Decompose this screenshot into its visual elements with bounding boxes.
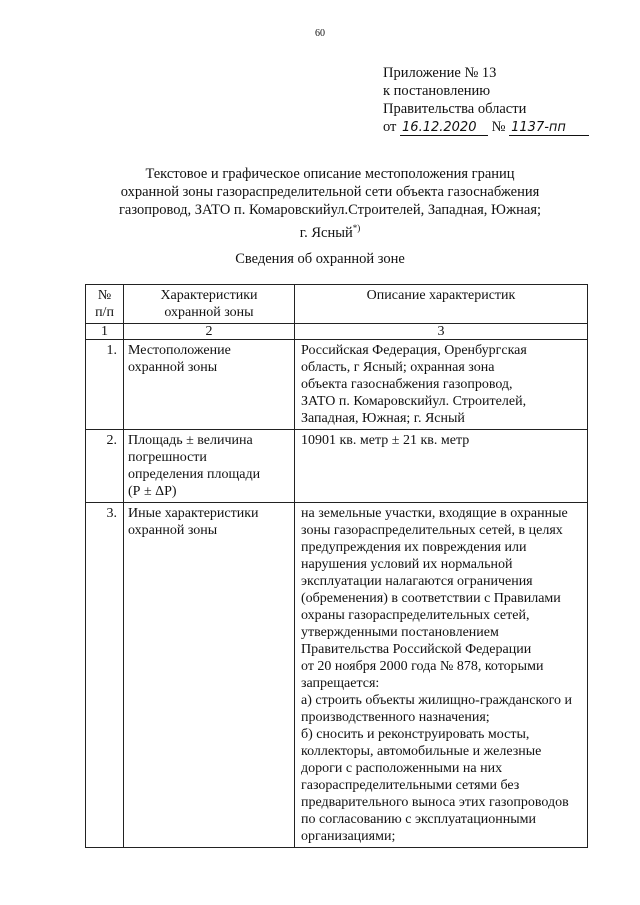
cell-line: ЗАТО п. Комаровскийул. Строителей, [301,394,527,409]
header-characteristic [124,285,295,324]
cell-line: по согласованию с эксплуатационными [301,812,536,827]
cell-line: газораспределительными сетями без [301,778,520,793]
cell-line: утвержденными постановлением [301,625,499,640]
cell-line: определения площади [128,467,261,482]
cell-line: производственного назначения; [301,710,490,725]
date-prefix: от [383,119,397,135]
table-index-row [86,324,588,340]
appendix-line-3: Правительства области [383,101,527,117]
page-number: 60 [315,28,325,39]
title-line-4: г. Ясный [299,224,353,241]
footnote-mark: *) [352,223,361,233]
cell-line: объекта газоснабжения газопровод, [301,377,513,392]
cell-line: нарушения условий их нормальной [301,557,513,572]
cell-line: охранной зоны [128,360,218,375]
header-num-line-1: № [97,288,112,303]
cell-line: Правительства Российской Федерации [301,642,532,657]
cell-line: охранной зоны [128,523,218,538]
table-header-row [86,285,588,324]
handwritten-date: 16.12.2020 [400,120,488,136]
cell-line: погрешности [128,450,207,465]
header-characteristic-line-2: охранной зоны [164,305,254,320]
header-characteristic-line-1: Характеристики [160,288,258,303]
row-description [295,503,588,848]
title-line-1: Текстовое и графическое описание местоположения границ [145,166,515,182]
appendix-date-line [383,118,589,136]
row-characteristic [124,503,295,848]
cell-line: на земельные участки, входящие в охранные [301,506,568,521]
cell-line: б) сносить и реконструировать мосты, [301,727,530,742]
section-title: Сведения об охранной зоне [235,251,405,267]
cell-line: дороги с расположенными на них [301,761,503,776]
handwritten-number: 1137-пп [509,120,589,136]
row-description [295,430,588,503]
cell-line: Российская Федерация, Оренбургская [301,343,527,358]
row-number: 2. [86,430,124,503]
cell-line: Площадь ± величина [128,433,253,448]
cell-line: коллекторы, автомобильные и железные [301,744,542,759]
appendix-block [383,64,589,136]
row-number: 3. [86,503,124,848]
cell-line: а) строить объекты жилищно-гражданского и [301,693,572,708]
table-row [86,503,588,848]
header-num-line-2: п/п [95,305,114,320]
cell-line: (обременения) в соответствии с Правилами [301,591,561,606]
title-line-3: газопровод, ЗАТО п. Комаровскийул.Строителей, Западная, Южная; [118,202,542,218]
cell-line: запрещается: [301,676,380,691]
number-prefix: № [491,119,506,135]
cell-line: (Р ± ΔР) [128,484,177,499]
table-row [86,430,588,503]
row-description [295,340,588,430]
row-characteristic [124,340,295,430]
cell-line: Западная, Южная; г. Ясный [301,411,465,426]
cell-line: эксплуатации налагаются ограничения [301,574,533,589]
cell-line: организациями; [301,829,396,844]
table-row [86,340,588,430]
title-line-4-wrap [90,219,570,242]
cell-line: предупреждения их повреждения или [301,540,527,555]
cell-line: Местоположение [128,343,231,358]
appendix-line-2: к постановлению [383,83,491,99]
header-description: Описание характеристик [295,285,588,324]
cell-line: зоны газораспределительных сетей, в целях [301,523,563,538]
cell-line: от 20 ноября 2000 года № 878, которыми [301,659,544,674]
cell-line: предварительного выноса этих газопроводов [301,795,569,810]
row-characteristic [124,430,295,503]
appendix-line-1: Приложение № 13 [383,65,497,81]
index-cell: 3 [295,324,588,340]
cell-line: 10901 кв. метр ± 21 кв. метр [301,433,470,448]
title-line-2: охранной зоны газораспределительной сети объекта газоснабжения [120,184,540,200]
cell-line: Иные характеристики [128,506,259,521]
index-cell: 1 [86,324,124,340]
row-number: 1. [86,340,124,430]
protection-zone-table [85,284,588,848]
cell-line: область, г Ясный; охранная зона [301,360,495,375]
index-cell: 2 [124,324,295,340]
document-title [90,165,570,242]
header-num [86,285,124,324]
cell-line: охраны газораспределительных сетей, [301,608,530,623]
